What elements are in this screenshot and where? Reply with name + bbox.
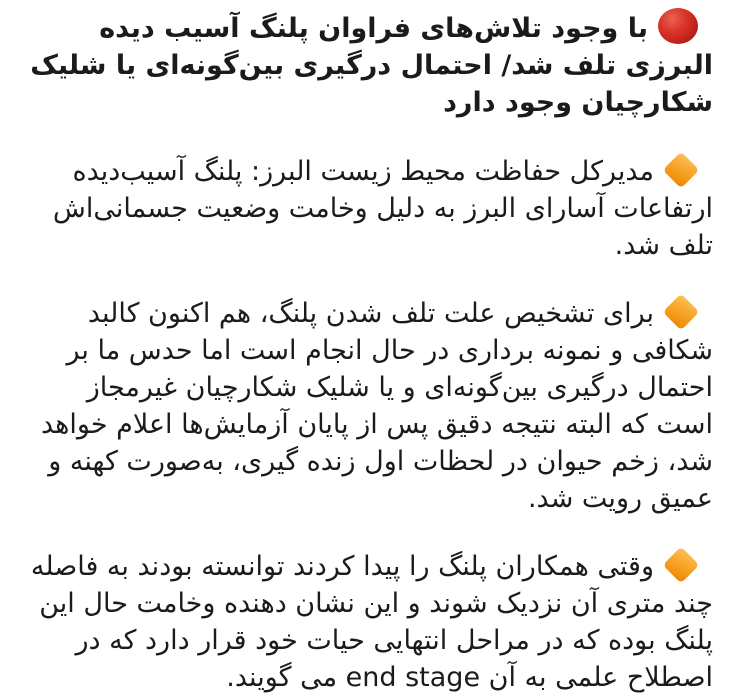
paragraph-2 xyxy=(22,295,713,517)
headline-text: با وجود تلاش‌های فراوان پلنگ آسیب دیده البرزی تلف شد/ احتمال درگیری بین‌گونه‌ای یا شلیک شکارچیان وجود دارد xyxy=(30,13,713,118)
orange-diamond-icon xyxy=(664,548,698,582)
headline xyxy=(22,8,713,121)
paragraph-3 xyxy=(22,548,713,696)
paragraph-3-text: وقتی همکاران پلنگ را پیدا کردند توانسته بودند به فاصله چند متری آن نزدیک شوند و این نشان دهنده وخامت حال این پلنگ بوده که در مراحل انتهایی حیات خود قرار دارد که در اصطلاح علمی به آن end stage می گویند. xyxy=(30,551,713,693)
paragraph-2-text: برای تشخیص علت تلف شدن پلنگ، هم اکنون کالبد شکافی و نمونه برداری در حال انجام است اما حدس ما بر احتمال درگیری بین‌گونه‌ای و یا شلیک شکارچیان غیرمجاز است که البته نتیجه دقیق پس از پایان آزمایش‌ها اعلام خواهد شد، زخم حیوان در لحظات اول زنده گیری، به‌صورت کهنه و عمیق رویت شد. xyxy=(40,298,713,514)
paragraph-1-text: مدیرکل حفاظت محیط زیست البرز: پلنگ آسیب‌دیده ارتفاعات آسارای البرز به دلیل وخامت وضعیت جسمانی‌اش تلف شد. xyxy=(52,156,713,261)
orange-diamond-icon xyxy=(664,295,698,329)
orange-diamond-icon xyxy=(664,153,698,187)
red-circle-icon xyxy=(658,8,698,44)
paragraph-1 xyxy=(22,153,713,264)
